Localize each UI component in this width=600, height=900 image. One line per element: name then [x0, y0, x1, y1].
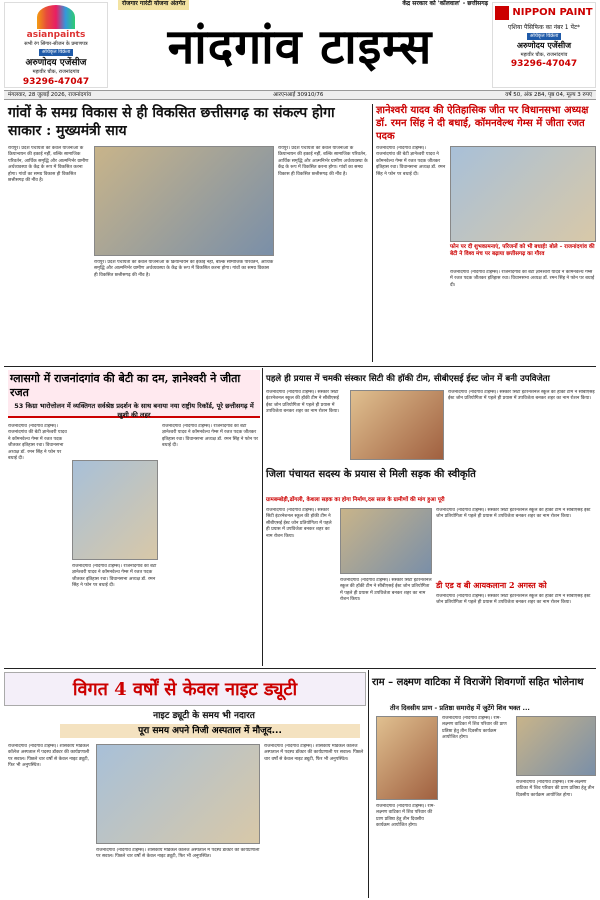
- right-headline[interactable]: ज्ञानेश्वरी यादव की ऐतिहासिक जीत पर विधानसभा अध्यक्ष डॉ. रमन सिंह ने दी बधाई, कॉमनवेल्थ गेम्स में जीता रजत पदक: [376, 105, 589, 142]
- ram-col1: राजनांदगांव (नांदगांव टाइम्स)। राम-लक्ष्मण वाटिका में शिव परिवार की प्राण प्रतिष्ठा हेतु तीन दिवसीय कार्यक्रम आयोजित होगा।: [442, 716, 507, 741]
- ded-exam-text: राजनांदगांव (नांदगांव टाइम्स)। संस्कार सिटी इंटरनेशनल स्कूल की हॉकी टीम ने सीबीएसई ईस्ट जोन प्रतियोगिता में पहले ही प्रयास में उपविजेता बनकर शहर का नाम रोशन किया।: [436, 594, 591, 606]
- temple-photo: [516, 716, 596, 776]
- ad-brand: NIPPON PAINT: [512, 7, 593, 19]
- masthead-title: नांदगांव टाइम्स: [167, 19, 433, 75]
- glasgow-subheadline: 53 किग्रा भारोत्तोलन में व्यक्तिगत सर्वश्रेष्ठ प्रदर्शन के साथ बनाया नया राष्ट्रीय रिकॉर्ड, पूरे छत्तीसगढ़ में खुशी की लहर: [14, 402, 254, 419]
- section-divider: [4, 366, 596, 367]
- zila-subheadline: ग्रामबम्बोड़ी,ढोंगली, केशला सड़क का होगा निर्माण,दस साल के ग्रामीणों की मांग हुआ पूरी: [266, 497, 445, 503]
- ad-phone: 93296-47047: [22, 76, 90, 87]
- zila-col2: राजनांदगांव (नांदगांव टाइम्स)। संस्कार सिटी इंटरनेशनल स्कूल की हॉकी टीम ने सीबीएसई ईस्ट जोन प्रतियोगिता में पहले ही प्रयास में उपविजेता बनकर शहर का नाम रोशन किया।: [340, 578, 432, 603]
- glasgow-col1: राजनांदगांव (नांदगांव टाइम्स)। राजनांदगांव की बेटी ज्ञानेश्वरी यादव ने कॉमनवेल्थ गेम्स में रजत पदक जीतकर इतिहास रचा। विधानसभा अध्यक्ष डॉ. रमन सिंह ने फोन पर बधाई दी।: [8, 424, 67, 462]
- section-divider: [4, 668, 596, 669]
- ad-firm: अरुणोदय एजेंसीज: [516, 40, 572, 50]
- hospital-photo: [96, 744, 260, 844]
- hockey-headline[interactable]: पहले ही प्रयास में चमकी संस्कार सिटी की हॉकी टीम, सीबीएसई ईस्ट जोन में बनी उपविजेता: [266, 374, 550, 384]
- main-story-col1: रायपुर। प्रदेश पंचायतों को केवल योजनाओं के क्रियान्वयन की इकाई नहीं, बल्कि सामाजिक परिवर्तन, आर्थिक समृद्धि और आत्मनिर्भर ग्रामीण अर्थव्यवस्था के केंद्र के रूप में विकसित करना होगा। गांवों का समग्र विकास ही विकसित छत्तीसगढ़ की नींव है।: [8, 146, 89, 184]
- rni-number: आरएनआई 30910/76: [272, 92, 324, 98]
- main-story-col2: रायपुर। प्रदेश पंचायतों को केवल योजनाओं के क्रियान्वयन की इकाई नहीं, बल्कि सामाजिक परिवर्तन, आर्थिक समृद्धि और आत्मनिर्भर ग्रामीण अर्थव्यवस्था के केंद्र के रूप में विकसित करना होगा। गांवों का समग्र विकास ही विकसित छत्तीसगढ़ की नींव है।: [94, 260, 274, 278]
- asianpaints-logo-icon: [37, 5, 75, 29]
- top-teaser-strip: [118, 0, 488, 10]
- nippon-paint-ad[interactable]: [492, 2, 596, 88]
- glasgow-headline-box: [8, 370, 260, 418]
- shiva-idol-photo: [376, 716, 438, 800]
- night-col1: राजनांदगांव (नांदगांव टाइम्स)। शासकीय मेडिकल कॉलेज अस्पताल में पदस्थ डॉक्टर की कार्यप्रणाली पर सवाल। पिछले चार वर्षों से केवल नाइट ड्यूटी, फिर भी अनुपस्थित।: [8, 744, 90, 769]
- athlete-photo: [450, 146, 596, 242]
- zila-headline[interactable]: जिला पंचायत सदस्य के प्रयास से मिली सड़क की स्वीकृति: [266, 469, 476, 480]
- column-divider: [368, 670, 369, 898]
- ad-phone: 93296-47047: [510, 59, 578, 70]
- hockey-col2: राजनांदगांव (नांदगांव टाइम्स)। संस्कार सिटी इंटरनेशनल स्कूल की हॉकी टीम ने सीबीएसई ईस्ट जोन प्रतियोगिता में पहले ही प्रयास में उपविजेता बनकर शहर का नाम रोशन किया।: [448, 390, 595, 402]
- glasgow-col2: राजनांदगांव (नांदगांव टाइम्स)। राजनांदगांव की बेटी ज्ञानेश्वरी यादव ने कॉमनवेल्थ गेम्स में रजत पदक जीतकर इतिहास रचा। विधानसभा अध्यक्ष डॉ. रमन सिंह ने फोन पर बधाई दी।: [72, 564, 157, 589]
- glasgow-headline[interactable]: ग्लासगो में राजनांदगांव की बेटी का दम, ज्ञानेश्वरी ने जीता रजत: [10, 372, 241, 399]
- main-headline[interactable]: गांवों के समग्र विकास से ही विकसित छत्तीसगढ़ का संकल्प होगा साकार : मुख्यमंत्री साय: [8, 105, 335, 139]
- ad-slogan: सभी रंग सिंगार-सीजन के प्रमाणपत्र: [24, 41, 88, 48]
- dateline-bar: [4, 90, 596, 100]
- right-story-col2: राजनांदगांव (नांदगांव टाइम्स)। राजनांदगांव की बेटी ज्ञानेश्वरी यादव ने कॉमनवेल्थ गेम्स में रजत पदक जीतकर इतिहास रचा। विधानसभा अध्यक्ष डॉ. रमन सिंह ने फोन पर बधाई दी।: [450, 270, 595, 288]
- asianpaints-ad[interactable]: [4, 2, 108, 88]
- column-divider: [372, 104, 373, 362]
- right-story-col1: राजनांदगांव (नांदगांव टाइम्स)। राजनांदगांव की बेटी ज्ञानेश्वरी यादव ने कॉमनवेल्थ गेम्स में रजत पदक जीतकर इतिहास रचा। विधानसभा अध्यक्ष डॉ. रमन सिंह ने फोन पर बधाई दी।: [376, 146, 446, 177]
- ad-address: महावीर चौक, राजनांदगांव: [520, 51, 568, 58]
- ad-address: महावीर चौक, राजनांदगांव: [32, 68, 80, 75]
- hockey-team-photo: [350, 390, 444, 460]
- ad-sub: अधिकृत विक्रेता: [39, 49, 74, 56]
- ad-sub: अधिकृत विक्रेता: [527, 33, 562, 40]
- glasgow-col3: राजनांदगांव (नांदगांव टाइम्स)। राजनांदगांव की बेटी ज्ञानेश्वरी यादव ने कॉमनवेल्थ गेम्स में रजत पदक जीतकर इतिहास रचा। विधानसभा अध्यक्ष डॉ. रमन सिंह ने फोन पर बधाई दी।: [162, 424, 259, 449]
- ded-exam-headline[interactable]: डी एड व बी आयकलाना 2 अगस्त को: [436, 580, 547, 590]
- ram-col0: राजनांदगांव (नांदगांव टाइम्स)। राम-लक्ष्मण वाटिका में शिव परिवार की प्राण प्रतिष्ठा हेतु तीन दिवसीय कार्यक्रम आयोजित होगा।: [376, 804, 436, 829]
- weightlifter-photo: [72, 460, 158, 560]
- ram-headline[interactable]: राम – लक्ष्मण वाटिका में विराजेंगे शिवगणों सहित भोलेनाथ: [372, 677, 584, 688]
- night-duty-subheadline: नाइट ड्यूटी के समय भी नदारत: [153, 711, 255, 721]
- night-duty-headline[interactable]: विगत 4 वर्षों से केवल नाइट ड्यूटी: [4, 672, 366, 706]
- ad-firm: अरुणोदय एजेंसीज: [25, 57, 87, 68]
- column-divider: [262, 368, 263, 666]
- issue-info: वर्ष 50, अंक 284, पृष्ठ 04, मूल्य 3 रुपए: [505, 92, 592, 98]
- main-story-col3: रायपुर। प्रदेश पंचायतों को केवल योजनाओं के क्रियान्वयन की इकाई नहीं, बल्कि सामाजिक परिवर्तन, आर्थिक समृद्धि और आत्मनिर्भर ग्रामीण अर्थव्यवस्था के केंद्र के रूप में विकसित करना होगा। गांवों का समग्र विकास ही विकसित छत्तीसगढ़ की नींव है।: [278, 146, 368, 177]
- athlete-photo-caption: फोन पर दी शुभकामनाएं, परिजनों को भी बधाई! बोले – राजनांदगांव की बेटी ने विश्व मंच पर बढ़ाया छत्तीसगढ़ का गौरव: [450, 244, 595, 258]
- hockey-col1: राजनांदगांव (नांदगांव टाइम्स)। संस्कार सिटी इंटरनेशनल स्कूल की हॉकी टीम ने सीबीएसई ईस्ट जोन प्रतियोगिता में पहले ही प्रयास में उपविजेता बनकर शहर का नाम रोशन किया।: [266, 390, 340, 415]
- zila-col1: राजनांदगांव (नांदगांव टाइम्स)। संस्कार सिटी इंटरनेशनल स्कूल की हॉकी टीम ने सीबीएसई ईस्ट जोन प्रतियोगिता में पहले ही प्रयास में उपविजेता बनकर शहर का नाम रोशन किया।: [266, 508, 332, 539]
- night-col3: राजनांदगांव (नांदगांव टाइम्स)। शासकीय मेडिकल कॉलेज अस्पताल में पदस्थ डॉक्टर की कार्यप्रणाली पर सवाल। पिछले चार वर्षों से केवल नाइट ड्यूटी, फिर भी अनुपस्थित।: [264, 744, 364, 762]
- ad-brand-row: [493, 6, 595, 20]
- night-col2: राजनांदगांव (नांदगांव टाइम्स)। शासकीय मेडिकल कॉलेज अस्पताल में पदस्थ डॉक्टर की कार्यप्रणाली पर सवाल। पिछले चार वर्षों से केवल नाइट ड्यूटी, फिर भी अनुपस्थित।: [96, 848, 260, 860]
- teaser-right[interactable]: केंद्र सरकार को 'कॉलवाल' - छत्तीसगढ़: [402, 0, 488, 7]
- zila-col3: राजनांदगांव (नांदगांव टाइम्स)। संस्कार सिटी इंटरनेशनल स्कूल की हॉकी टीम ने सीबीएसई ईस्ट जोन प्रतियोगिता में पहले ही प्रयास में उपविजेता बनकर शहर का नाम रोशन किया।: [436, 508, 591, 520]
- nippon-logo-icon: [495, 6, 509, 20]
- zila-meeting-photo: [340, 508, 432, 574]
- ad-brand: asianpaints: [26, 30, 86, 40]
- ram-col2: राजनांदगांव (नांदगांव टाइम्स)। राम-लक्ष्मण वाटिका में शिव परिवार की प्राण प्रतिष्ठा हेतु तीन दिवसीय कार्यक्रम आयोजित होगा।: [516, 780, 595, 798]
- night-duty-kicker: पूरा समय अपने निजी अस्पताल में मौजूद...: [60, 724, 360, 738]
- teaser-left[interactable]: रोजगार गारंटी योजना अंतर्गत: [118, 0, 189, 10]
- issue-date: मंगलवार, 28 जुलाई 2026, राजनांदगांव: [8, 92, 91, 98]
- cm-event-photo: [94, 146, 274, 256]
- ram-subheadline: तीन दिवसीय प्राण - प्रतिष्ठा समारोह में जुटेंगे शिव भक्त ...: [390, 704, 530, 712]
- ad-slogan: एशिया पैसिफिक का नंबर 1 पेंट*: [508, 24, 580, 31]
